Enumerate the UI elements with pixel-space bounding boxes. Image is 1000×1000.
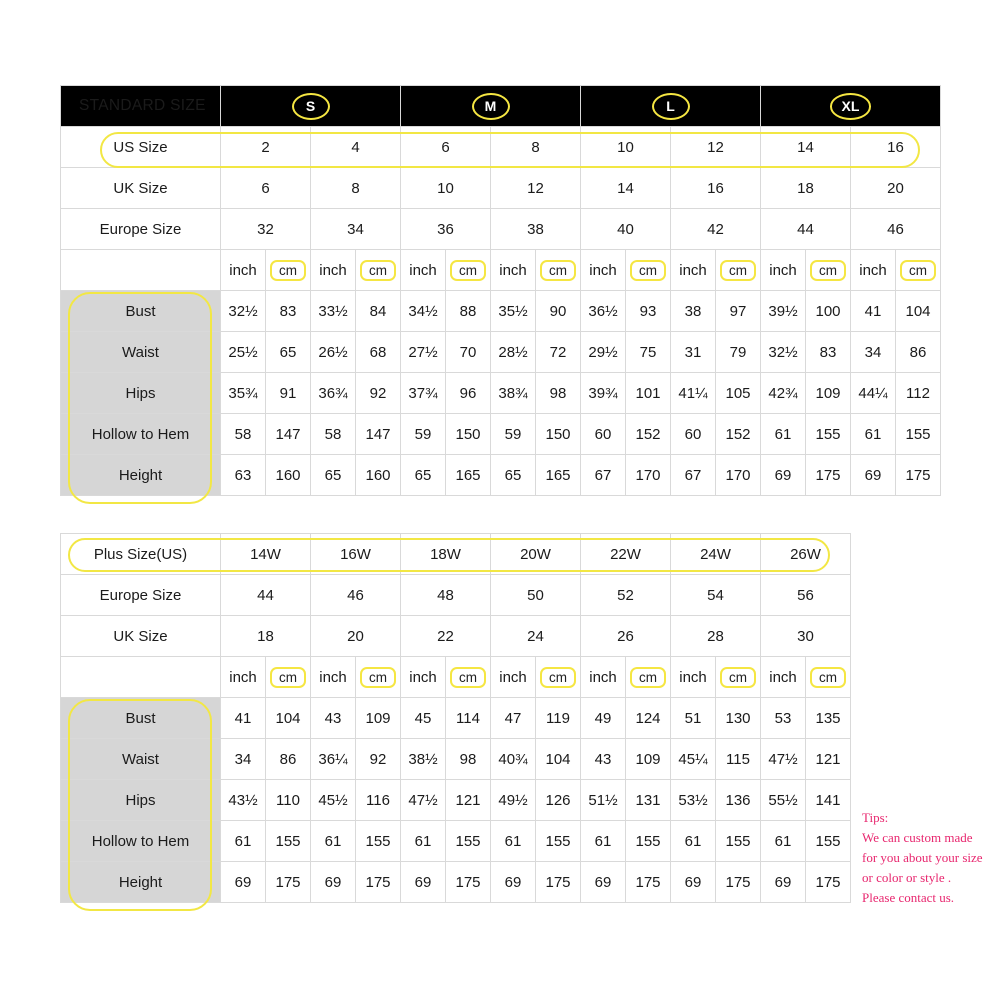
cell: 56 [761, 575, 851, 616]
cell: 10 [581, 127, 671, 168]
cell: 8 [311, 168, 401, 209]
cell: 101 [626, 373, 671, 414]
cell: 63 [221, 455, 266, 496]
cell: 65 [311, 455, 356, 496]
cell: 36 [401, 209, 491, 250]
cell: 41¼ [671, 373, 716, 414]
cell: 34 [851, 332, 896, 373]
cell: 61 [761, 821, 806, 862]
cell: 42 [671, 209, 761, 250]
cell: 28½ [491, 332, 536, 373]
tips-line-4: or color or style . [862, 870, 952, 885]
cell: 32 [221, 209, 311, 250]
unit-inch: inch [761, 250, 806, 291]
cell: 105 [716, 373, 761, 414]
cell: 49 [581, 698, 626, 739]
cell: 155 [716, 821, 761, 862]
cell: 18 [761, 168, 851, 209]
cell: 93 [626, 291, 671, 332]
size-bubble-l: L [652, 93, 690, 120]
cell: 121 [806, 739, 851, 780]
cell: 43 [581, 739, 626, 780]
cell: 18W [401, 534, 491, 575]
cell: 16 [851, 127, 941, 168]
cell: 40 [581, 209, 671, 250]
cell: 38½ [401, 739, 446, 780]
cell: 45½ [311, 780, 356, 821]
cell: 16 [671, 168, 761, 209]
cell: 83 [266, 291, 311, 332]
cell: 92 [356, 373, 401, 414]
cell: 20 [311, 616, 401, 657]
tips-line-3: for you about your size [862, 850, 983, 865]
unit-inch: inch [851, 250, 896, 291]
unit-cm-box: cm [900, 260, 936, 281]
unit-cm [716, 657, 761, 698]
table-row [61, 616, 851, 657]
size-bubble-m: M [472, 93, 510, 120]
cell: 59 [401, 414, 446, 455]
cell: 47 [491, 698, 536, 739]
cell: 67 [581, 455, 626, 496]
unit-cm [446, 657, 491, 698]
cell: 24W [671, 534, 761, 575]
standard-size-table-wrap [60, 85, 941, 496]
size-bubble-s: S [292, 93, 330, 120]
cell: 26½ [311, 332, 356, 373]
table-row [61, 698, 851, 739]
size-header-m [401, 86, 581, 127]
cell: 152 [716, 414, 761, 455]
cell: 69 [671, 862, 716, 903]
cell: 155 [356, 821, 401, 862]
cell: 44¼ [851, 373, 896, 414]
cell: 98 [536, 373, 581, 414]
unit-cm [806, 250, 851, 291]
cell: 92 [356, 739, 401, 780]
cell: 141 [806, 780, 851, 821]
cell: 14 [761, 127, 851, 168]
unit-cm [356, 657, 401, 698]
cell: 32½ [221, 291, 266, 332]
cell: 136 [716, 780, 761, 821]
cell: 69 [401, 862, 446, 903]
cell: 4 [311, 127, 401, 168]
cell: 79 [716, 332, 761, 373]
table-row [61, 534, 851, 575]
cell: 43 [311, 698, 356, 739]
row-label-hips: Hips [61, 780, 221, 821]
unit-inch: inch [221, 657, 266, 698]
tips-block [862, 808, 1000, 908]
cell: 175 [626, 862, 671, 903]
cell: 69 [311, 862, 356, 903]
row-label-plus-size-us: Plus Size(US) [61, 534, 221, 575]
cell: 86 [266, 739, 311, 780]
cell: 61 [761, 414, 806, 455]
unit-inch: inch [221, 250, 266, 291]
cell: 96 [446, 373, 491, 414]
cell: 155 [536, 821, 581, 862]
cell: 69 [761, 455, 806, 496]
cell: 109 [626, 739, 671, 780]
cell: 14W [221, 534, 311, 575]
table-row [61, 780, 851, 821]
cell: 26W [761, 534, 851, 575]
cell: 61 [491, 821, 536, 862]
cell: 22 [401, 616, 491, 657]
cell: 155 [806, 414, 851, 455]
cell: 104 [536, 739, 581, 780]
cell: 170 [716, 455, 761, 496]
cell: 90 [536, 291, 581, 332]
cell: 24 [491, 616, 581, 657]
unit-inch: inch [491, 250, 536, 291]
unit-cm-box: cm [360, 260, 396, 281]
cell: 27½ [401, 332, 446, 373]
unit-inch: inch [311, 250, 356, 291]
cell: 45 [401, 698, 446, 739]
cell: 52 [581, 575, 671, 616]
cell: 65 [266, 332, 311, 373]
cell: 10 [401, 168, 491, 209]
cell: 155 [806, 821, 851, 862]
cell: 65 [401, 455, 446, 496]
cell: 28 [671, 616, 761, 657]
cell: 104 [266, 698, 311, 739]
cell: 160 [266, 455, 311, 496]
cell: 36¼ [311, 739, 356, 780]
cell: 25½ [221, 332, 266, 373]
cell: 50 [491, 575, 581, 616]
table-row [61, 575, 851, 616]
plus-size-table-wrap [60, 533, 851, 903]
cell: 175 [356, 862, 401, 903]
cell: 65 [491, 455, 536, 496]
cell: 130 [716, 698, 761, 739]
row-label-uk-size: UK Size [61, 168, 221, 209]
cell: 165 [536, 455, 581, 496]
cell: 61 [311, 821, 356, 862]
cell: 131 [626, 780, 671, 821]
table-row [61, 373, 941, 414]
unit-cm-box: cm [540, 667, 576, 688]
unit-cm [716, 250, 761, 291]
row-label-waist: Waist [61, 332, 221, 373]
cell: 60 [671, 414, 716, 455]
cell: 75 [626, 332, 671, 373]
cell: 41 [221, 698, 266, 739]
tips-line-1: Tips: [862, 810, 889, 825]
row-label-hips: Hips [61, 373, 221, 414]
row-label-height: Height [61, 862, 221, 903]
row-label-bust: Bust [61, 291, 221, 332]
table-row [61, 127, 941, 168]
cell: 175 [716, 862, 761, 903]
cell: 175 [266, 862, 311, 903]
size-bubble-xl: XL [830, 93, 872, 120]
cell: 58 [221, 414, 266, 455]
cell: 104 [896, 291, 941, 332]
cell: 53 [761, 698, 806, 739]
cell: 124 [626, 698, 671, 739]
row-label-hollow-to-hem: Hollow to Hem [61, 414, 221, 455]
cell: 69 [851, 455, 896, 496]
unit-cm-box: cm [540, 260, 576, 281]
plus-unit-row [61, 657, 851, 698]
cell: 150 [446, 414, 491, 455]
cell: 6 [221, 168, 311, 209]
unit-cm-box: cm [630, 260, 666, 281]
tips-line-2: We can custom made [862, 830, 973, 845]
cell: 147 [266, 414, 311, 455]
row-label-uk-size: UK Size [61, 616, 221, 657]
cell: 58 [311, 414, 356, 455]
cell: 30 [761, 616, 851, 657]
table-row [61, 739, 851, 780]
table-row [61, 209, 941, 250]
unit-cm [626, 657, 671, 698]
cell: 110 [266, 780, 311, 821]
cell: 49½ [491, 780, 536, 821]
cell: 61 [851, 414, 896, 455]
cell: 59 [491, 414, 536, 455]
size-header-l [581, 86, 761, 127]
cell: 69 [581, 862, 626, 903]
cell: 114 [446, 698, 491, 739]
unit-cm-box: cm [720, 260, 756, 281]
table-row [61, 291, 941, 332]
cell: 175 [446, 862, 491, 903]
unit-cm-box: cm [810, 667, 846, 688]
unit-cm [806, 657, 851, 698]
cell: 170 [626, 455, 671, 496]
cell: 126 [536, 780, 581, 821]
cell: 44 [761, 209, 851, 250]
table-row [61, 862, 851, 903]
tips-line-5: Please contact us. [862, 890, 955, 905]
unit-inch: inch [671, 657, 716, 698]
cell: 175 [806, 455, 851, 496]
plus-size-table [60, 533, 851, 903]
cell: 36¾ [311, 373, 356, 414]
cell: 91 [266, 373, 311, 414]
cell: 51½ [581, 780, 626, 821]
unit-cm [896, 250, 941, 291]
cell: 45¼ [671, 739, 716, 780]
cell: 165 [446, 455, 491, 496]
cell: 175 [536, 862, 581, 903]
cell: 61 [221, 821, 266, 862]
cell: 35¾ [221, 373, 266, 414]
cell: 150 [536, 414, 581, 455]
cell: 42¾ [761, 373, 806, 414]
standard-unit-row [61, 250, 941, 291]
unit-cm [536, 250, 581, 291]
cell: 69 [761, 862, 806, 903]
unit-cm [626, 250, 671, 291]
cell: 34 [311, 209, 401, 250]
cell: 121 [446, 780, 491, 821]
table-row [61, 332, 941, 373]
unit-cm [266, 250, 311, 291]
cell: 155 [266, 821, 311, 862]
table-row [61, 821, 851, 862]
cell: 47½ [401, 780, 446, 821]
cell: 51 [671, 698, 716, 739]
cell: 155 [446, 821, 491, 862]
row-label-europe-size: Europe Size [61, 575, 221, 616]
unit-cm [446, 250, 491, 291]
cell: 36½ [581, 291, 626, 332]
cell: 20W [491, 534, 581, 575]
table-row [61, 414, 941, 455]
size-header-xl [761, 86, 941, 127]
cell: 147 [356, 414, 401, 455]
cell: 68 [356, 332, 401, 373]
unit-cm-box: cm [450, 260, 486, 281]
row-label-bust: Bust [61, 698, 221, 739]
cell: 60 [581, 414, 626, 455]
size-header-s [221, 86, 401, 127]
cell: 119 [536, 698, 581, 739]
cell: 100 [806, 291, 851, 332]
row-label-waist: Waist [61, 739, 221, 780]
cell: 61 [581, 821, 626, 862]
cell: 37¾ [401, 373, 446, 414]
cell: 109 [806, 373, 851, 414]
cell: 175 [806, 862, 851, 903]
standard-header-row [61, 86, 941, 127]
unit-inch: inch [491, 657, 536, 698]
cell: 160 [356, 455, 401, 496]
cell: 97 [716, 291, 761, 332]
unit-cm-box: cm [270, 260, 306, 281]
cell: 70 [446, 332, 491, 373]
cell: 39½ [761, 291, 806, 332]
cell: 48 [401, 575, 491, 616]
cell: 26 [581, 616, 671, 657]
cell: 18 [221, 616, 311, 657]
cell: 135 [806, 698, 851, 739]
row-label-height: Height [61, 455, 221, 496]
unit-inch: inch [401, 250, 446, 291]
cell: 46 [311, 575, 401, 616]
table-row [61, 168, 941, 209]
cell: 69 [491, 862, 536, 903]
cell: 38¾ [491, 373, 536, 414]
cell: 34½ [401, 291, 446, 332]
cell: 12 [671, 127, 761, 168]
cell: 84 [356, 291, 401, 332]
cell: 98 [446, 739, 491, 780]
cell: 53½ [671, 780, 716, 821]
cell: 32½ [761, 332, 806, 373]
unit-cm [266, 657, 311, 698]
cell: 155 [626, 821, 671, 862]
cell: 40¾ [491, 739, 536, 780]
cell: 175 [896, 455, 941, 496]
standard-size-table [60, 85, 941, 496]
unit-inch: inch [581, 657, 626, 698]
unit-cm-box: cm [810, 260, 846, 281]
cell: 61 [671, 821, 716, 862]
cell: 33½ [311, 291, 356, 332]
cell: 72 [536, 332, 581, 373]
cell: 115 [716, 739, 761, 780]
cell: 12 [491, 168, 581, 209]
cell: 20 [851, 168, 941, 209]
cell: 43½ [221, 780, 266, 821]
unit-cm-box: cm [270, 667, 306, 688]
unit-cm-box: cm [360, 667, 396, 688]
unit-cm-box: cm [720, 667, 756, 688]
table-row [61, 455, 941, 496]
cell: 69 [221, 862, 266, 903]
cell: 38 [491, 209, 581, 250]
cell: 109 [356, 698, 401, 739]
unit-inch: inch [401, 657, 446, 698]
unit-cm-box: cm [450, 667, 486, 688]
cell: 112 [896, 373, 941, 414]
cell: 29½ [581, 332, 626, 373]
unit-cm-box: cm [630, 667, 666, 688]
cell: 35½ [491, 291, 536, 332]
cell: 67 [671, 455, 716, 496]
cell: 88 [446, 291, 491, 332]
cell: 14 [581, 168, 671, 209]
cell: 86 [896, 332, 941, 373]
cell: 61 [401, 821, 446, 862]
cell: 8 [491, 127, 581, 168]
unit-inch: inch [581, 250, 626, 291]
cell: 83 [806, 332, 851, 373]
cell: 22W [581, 534, 671, 575]
cell: 46 [851, 209, 941, 250]
row-label-europe-size: Europe Size [61, 209, 221, 250]
cell: 34 [221, 739, 266, 780]
cell: 44 [221, 575, 311, 616]
cell: 155 [896, 414, 941, 455]
cell: 39¾ [581, 373, 626, 414]
cell: 47½ [761, 739, 806, 780]
cell: 31 [671, 332, 716, 373]
unit-cm [356, 250, 401, 291]
cell: 116 [356, 780, 401, 821]
cell: 2 [221, 127, 311, 168]
cell: 38 [671, 291, 716, 332]
standard-title: STANDARD SIZE [61, 86, 221, 127]
cell: 41 [851, 291, 896, 332]
unit-inch: inch [761, 657, 806, 698]
row-label-hollow-to-hem: Hollow to Hem [61, 821, 221, 862]
cell: 55½ [761, 780, 806, 821]
cell: 54 [671, 575, 761, 616]
cell: 16W [311, 534, 401, 575]
unit-inch: inch [671, 250, 716, 291]
unit-row-label [61, 250, 221, 291]
unit-row-label [61, 657, 221, 698]
cell: 152 [626, 414, 671, 455]
row-label-us-size: US Size [61, 127, 221, 168]
cell: 6 [401, 127, 491, 168]
unit-cm [536, 657, 581, 698]
unit-inch: inch [311, 657, 356, 698]
